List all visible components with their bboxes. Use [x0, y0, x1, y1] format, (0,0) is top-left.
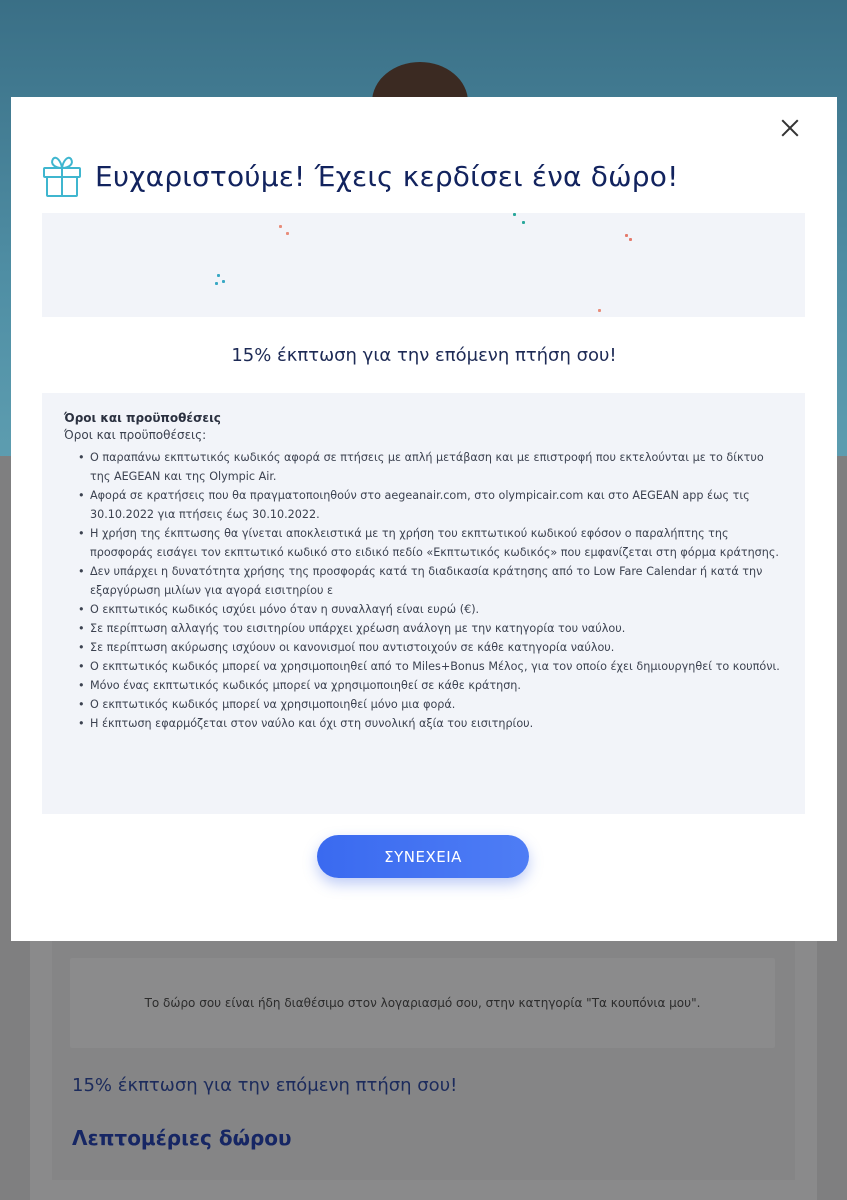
terms-list — [64, 448, 783, 733]
close-icon[interactable] — [779, 117, 801, 139]
confetti-piece — [286, 232, 289, 235]
terms-item: • Σε περίπτωση αλλαγής του εισιτηρίου υπάρχει χρέωση ανάλογη με την κατηγορία του ναύλου. — [78, 619, 783, 638]
confetti-piece — [217, 274, 220, 277]
terms-panel — [42, 393, 805, 814]
confetti-animation — [42, 213, 805, 317]
terms-item: • Ο εκπτωτικός κωδικός μπορεί να χρησιμοποιηθεί μόνο μια φορά. — [78, 695, 783, 714]
gift-modal — [11, 97, 837, 941]
terms-item: • Δεν υπάρχει η δυνατότητα χρήσης της προσφοράς κατά τη διαδικασία κράτησης από το Low Fare Calendar ή κατά την εξαργύρωση μιλίων για αγορά εισιτηρίου ε — [78, 562, 783, 600]
continue-button[interactable]: ΣΥΝΕΧΕΙΑ — [317, 835, 529, 878]
background-discount-text: 15% έκπτωση για την επόμενη πτήση σου! — [72, 1075, 458, 1096]
modal-title: Ευχαριστούμε! Έχεις κερδίσει ένα δώρο! — [95, 159, 679, 193]
confetti-piece — [629, 238, 632, 241]
terms-item: • Αφορά σε κρατήσεις που θα πραγματοποιηθούν στο aegeanair.com, στο olympicair.com και στο AEGEAN app έως τις 30.10.2022 για πτήσεις έως 30.10.2022. — [78, 486, 783, 524]
confetti-piece — [279, 225, 282, 228]
discount-subtitle: 15% έκπτωση για την επόμενη πτήση σου! — [231, 345, 617, 366]
confetti-piece — [598, 309, 601, 312]
terms-item: • Σε περίπτωση ακύρωσης ισχύουν οι κανονισμοί που αντιστοιχούν σε κάθε κατηγορία ναύλου. — [78, 638, 783, 657]
gift-details-heading: Λεπτομέριες δώρου — [72, 1126, 292, 1150]
terms-subheading: Όροι και προϋποθέσεις: — [64, 428, 207, 442]
terms-item: • Ο εκπτωτικός κωδικός μπορεί να χρησιμοποιηθεί από το Miles+Bonus Μέλος, για τον οποίο έχει δημιουργηθεί το κουπόνι. — [78, 657, 783, 676]
gift-availability-note: Το δώρο σου είναι ήδη διαθέσιμο στον λογαριασμό σου, στην κατηγορία "Τα κουπόνια μου". — [70, 958, 775, 1048]
terms-item: • Ο εκπτωτικός κωδικός ισχύει μόνο όταν η συναλλαγή είναι ευρώ (€). — [78, 600, 783, 619]
gift-icon — [41, 154, 83, 198]
terms-item: • Μόνο ένας εκπτωτικός κωδικός μπορεί να χρησιμοποιηθεί σε κάθε κράτηση. — [78, 676, 783, 695]
confetti-piece — [222, 280, 225, 283]
confetti-piece — [215, 282, 218, 285]
terms-item: • Η έκπτωση εφαρμόζεται στον ναύλο και όχι στη συνολική αξία του εισιτηρίου. — [78, 714, 783, 733]
terms-heading: Όροι και προϋποθέσεις — [64, 411, 221, 425]
confetti-piece — [625, 234, 628, 237]
modal-header — [41, 154, 679, 198]
terms-item: • Η χρήση της έκπτωσης θα γίνεται αποκλειστικά με τη χρήση του εκπτωτικού κωδικού εφόσον ο παραλήπτης της προσφοράς εισάγει τον εκπτωτικό κωδικό στο ειδικό πεδίο «Εκπτωτικός κωδικός» που εμφανίζεται στη φόρμα κράτησης. — [78, 524, 783, 562]
confetti-piece — [522, 221, 525, 224]
terms-item: • Ο παραπάνω εκπτωτικός κωδικός αφορά σε πτήσεις με απλή μετάβαση και με επιστροφή που εκτελούνται με το δίκτυο της AEGEAN και της Olympic Air. — [78, 448, 783, 486]
confetti-piece — [513, 213, 516, 216]
